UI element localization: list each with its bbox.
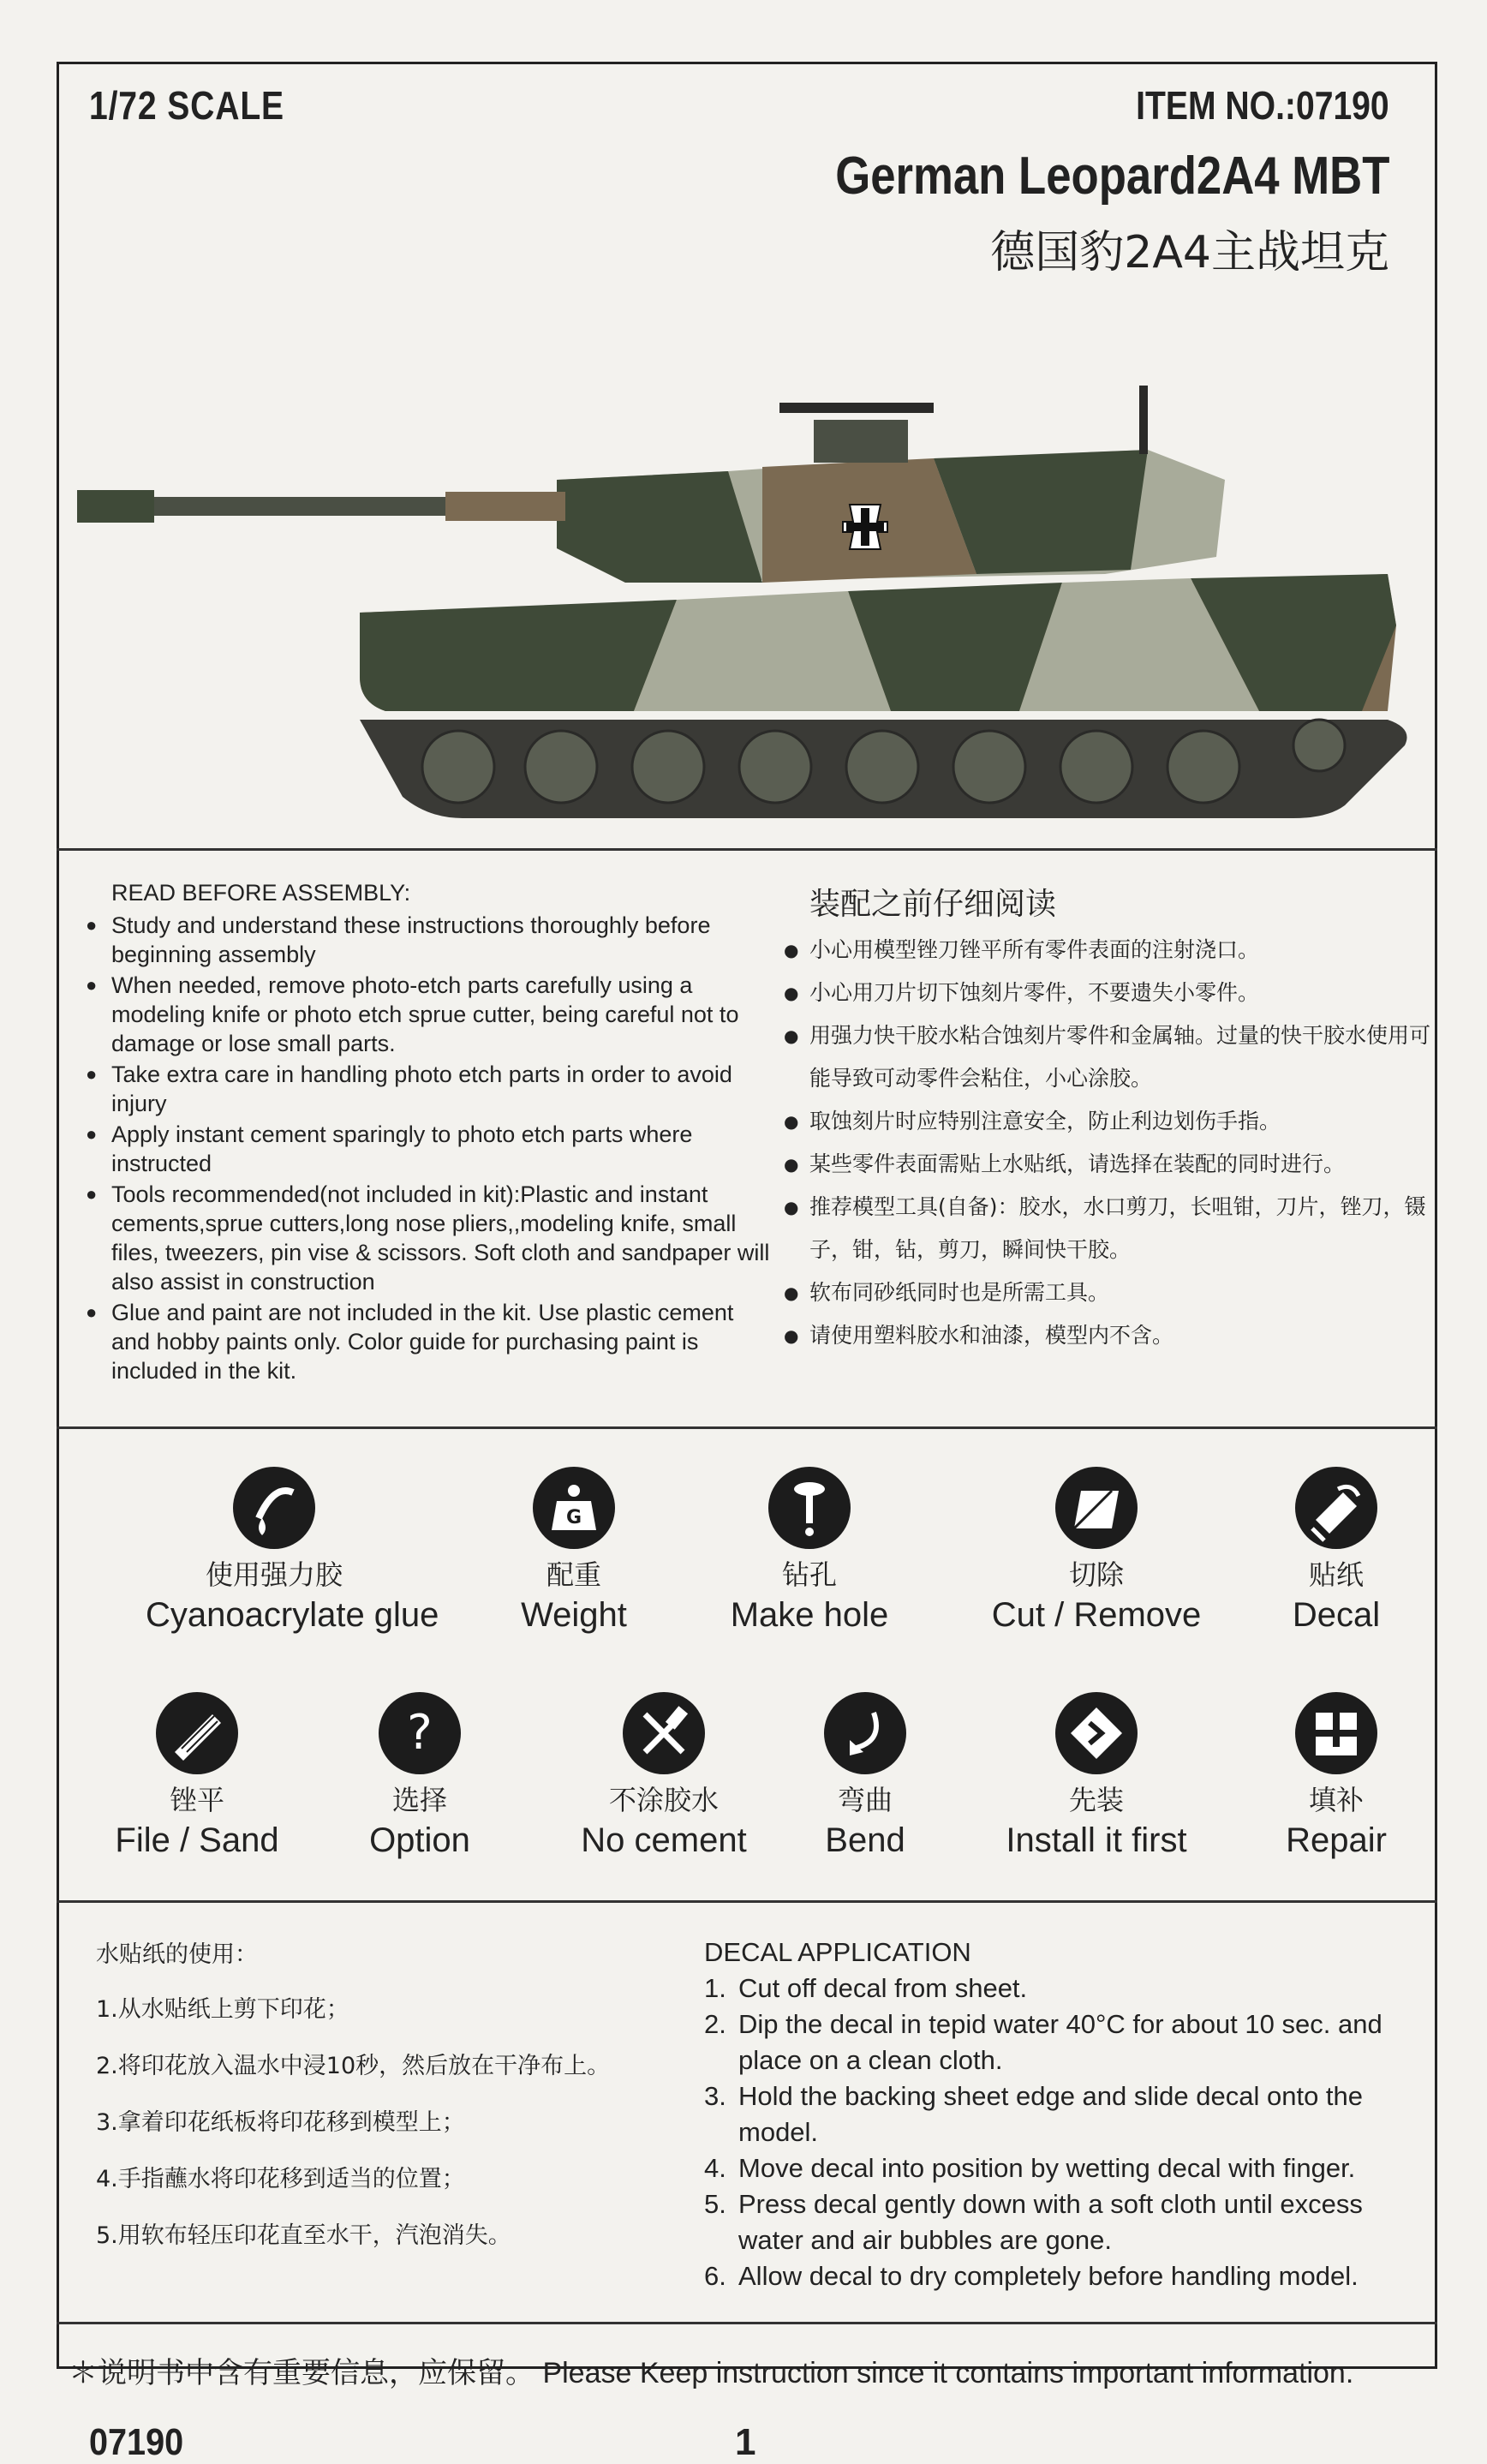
symbol-bend [797, 1692, 934, 1862]
symbol-label-cn: 贴纸 [1308, 1558, 1364, 1591]
list-item: 5.用软布轻压印花直至水干，汽泡消失。 [96, 2222, 511, 2249]
file-icon [156, 1692, 238, 1774]
read-before-assembly-en [86, 878, 771, 1387]
divider [57, 848, 1437, 851]
symbol-decal [1251, 1467, 1422, 1636]
symbol-label-cn: 切除 [1068, 1558, 1124, 1591]
decal-instructions-cn [96, 1938, 610, 2276]
decal-icon [1295, 1467, 1377, 1549]
symbol-label-en: Option [369, 1821, 470, 1859]
drill-icon [768, 1467, 851, 1549]
symbol-label-en: No cement [581, 1821, 747, 1859]
weight-icon [533, 1467, 615, 1549]
page-title-cn: 德国豹2A4主战坦克 [990, 227, 1389, 278]
notice-en: Please Keep instruction since it contains important information. [542, 2357, 1354, 2389]
svg-text:?: ? [407, 1705, 433, 1761]
list-item: 4. Move decal into position by wetting decal with finger. [704, 2153, 1356, 2183]
list-item: ● 软布同砂纸同时也是所需工具。 [784, 1271, 1435, 1314]
symbol-label-en: Weight [521, 1596, 627, 1634]
symbol-label-en: Cyanoacrylate glue [146, 1596, 439, 1634]
symbol-glue [146, 1467, 439, 1636]
symbol-weight [480, 1467, 668, 1636]
tank-illustration [77, 368, 1413, 831]
decal-instructions-en [704, 1935, 1424, 2294]
list-item: ● Tools recommended(not included in kit):Plastic and instant cements,sprue cutters,long nose pliers,,modeling knife, small files, tweezers, pin vise & scissors. Soft cloth and sandpaper will also assist in construction [86, 1180, 771, 1296]
list-item: 4.手指蘸水将印花移到适当的位置； [96, 2166, 465, 2192]
list-item: ● 取蚀刻片时应特别注意安全，防止利边划伤手指。 [784, 1100, 1435, 1143]
symbol-label-cn: 不涂胶水 [608, 1784, 719, 1816]
svg-text:G: G [565, 1507, 582, 1528]
symbol-install-first [976, 1692, 1216, 1862]
list-item: ● Study and understand these instructions thoroughly before beginning assembly [86, 911, 771, 969]
symbol-label-en: Install it first [1006, 1821, 1187, 1859]
symbol-label-en: Decal [1292, 1596, 1381, 1634]
divider [57, 1426, 1437, 1429]
page-number: 1 [735, 2421, 756, 2463]
symbol-cut-remove [959, 1467, 1233, 1636]
list-item: 3. Hold the backing sheet edge and slide decal onto the model. [704, 2081, 1364, 2147]
list-item: 2.将印花放入温水中浸10秒，然后放在干净布上。 [96, 2053, 611, 2079]
section-heading: DECAL APPLICATION [704, 1937, 971, 1967]
symbol-option [343, 1692, 497, 1862]
glue-drop-icon [233, 1467, 315, 1549]
symbol-label-cn: 填补 [1308, 1784, 1364, 1816]
list-item: 3.拿着印花纸板将印花移到模型上； [96, 2109, 465, 2136]
list-item: ● 推荐模型工具(自备)：胶水，水口剪刀，长咀钳，刀片，锉刀，镊子，钳，钻，剪刀，瞬间快干胶。 [784, 1186, 1435, 1271]
symbol-label-cn: 配重 [546, 1558, 601, 1591]
read-before-assembly-cn [784, 882, 1435, 1357]
list-item: 1. Cut off decal from sheet. [704, 1973, 1028, 2003]
knife-icon [1055, 1467, 1138, 1549]
symbol-label-en: Bend [825, 1821, 905, 1859]
list-item: ● Glue and paint are not included in the kit. Use plastic cement and hobby paints only. Color guide for purchasing paint is included in the kit. [86, 1298, 771, 1385]
symbol-label-cn: 使用强力胶 [205, 1558, 343, 1591]
section-heading-cn: 水贴纸的使用： [96, 1941, 258, 1968]
list-item: ● 小心用刀片切下蚀刻片零件，不要遗失小零件。 [784, 972, 1435, 1014]
footer-item-number: 07190 [89, 2421, 184, 2463]
notice-cn: ＊说明书中含有重要信息，应保留。 [69, 2356, 534, 2390]
install-first-icon [1055, 1692, 1138, 1774]
list-item: ● 某些零件表面需贴上水贴纸，请选择在装配的同时进行。 [784, 1143, 1435, 1186]
list-item: ● Apply instant cement sparingly to photo etch parts where instructed [86, 1120, 771, 1178]
list-item: 2. Dip the decal in tepid water 40°C for about 10 sec. and place on a clean cloth. [704, 2009, 1382, 2075]
symbol-label-cn: 锉平 [169, 1784, 224, 1816]
symbol-label-en: Repair [1286, 1821, 1387, 1859]
list-item: 6. Allow decal to dry completely before handling model. [704, 2261, 1359, 2291]
section-heading-cn: 装配之前仔细阅读 [809, 887, 1057, 922]
question-icon [379, 1692, 461, 1774]
symbol-label-en: File / Sand [115, 1821, 279, 1859]
symbol-label-cn: 选择 [391, 1784, 447, 1816]
bend-icon [824, 1692, 906, 1774]
symbol-label-en: Cut / Remove [991, 1596, 1202, 1634]
repair-icon [1295, 1692, 1377, 1774]
symbol-label-cn: 先装 [1068, 1784, 1124, 1816]
item-number: ITEM NO.:07190 [1136, 83, 1389, 128]
symbol-label-cn: 钻孔 [781, 1558, 837, 1591]
divider [57, 2322, 1437, 2324]
list-item: 5. Press decal gently down with a soft cloth until excess water and air bubbles are gone. [704, 2189, 1363, 2255]
list-item: 1.从水贴纸上剪下印花； [96, 1996, 349, 2023]
symbol-label-en: Make hole [730, 1596, 889, 1634]
road-wheels [422, 720, 1345, 803]
section-heading: READ BEFORE ASSEMBLY: [111, 880, 411, 906]
symbol-repair [1251, 1692, 1422, 1862]
list-item: ● 用强力快干胶水粘合蚀刻片零件和金属轴。过量的快干胶水使用可能导致可动零件会粘住，小心涂胶。 [784, 1014, 1435, 1100]
hull [360, 574, 1396, 711]
keep-instructions-notice [69, 2349, 1353, 2391]
list-item: ● When needed, remove photo-etch parts carefully using a modeling knife or photo etch sprue cutter, being careful not to damage or lose small parts. [86, 971, 771, 1058]
list-item: ● 请使用塑料胶水和油漆，模型内不含。 [784, 1314, 1435, 1357]
divider [57, 1900, 1437, 1903]
scale-label: 1/72 SCALE [89, 83, 284, 128]
no-cement-icon [623, 1692, 705, 1774]
symbol-make-hole [702, 1467, 917, 1636]
page-title: German Leopard2A4 MBT [834, 147, 1389, 206]
turret [557, 386, 1225, 583]
symbol-label-cn: 弯曲 [837, 1784, 893, 1816]
list-item: ● 小心用模型锉刀锉平所有零件表面的注射浇口。 [784, 929, 1435, 972]
list-item: ● Take extra care in handling photo etch parts in order to avoid injury [86, 1060, 771, 1118]
gun-barrel [77, 490, 565, 523]
symbol-file-sand [86, 1692, 308, 1862]
symbol-no-cement [540, 1692, 788, 1862]
